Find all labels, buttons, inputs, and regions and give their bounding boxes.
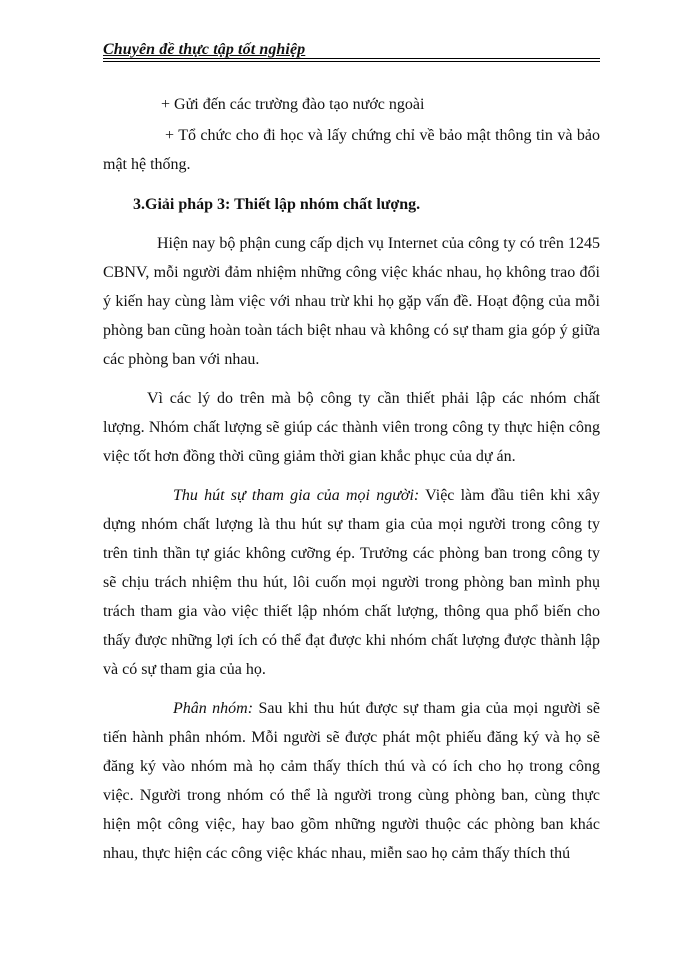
paragraph-text: Việc làm đầu tiên khi xây dựng nhóm chất lượng là thu hút sự tham gia của mọi người trong công ty trên tinh thần tự giác không cưỡng ép. Trưởng các phòng ban trong công ty sẽ chịu trách nhiệm thu hút, lôi cuốn mọi người trong phòng ban mình phụ trách tham gia vào việc thiết lập nhóm chất lượng, thông qua phổ biến cho thấy được những lợi ích có thể đạt được khi nhóm chất lượng được thành lập và có sự tham gia của họ.: [103, 487, 600, 678]
section-heading: 3.Giải pháp 3: Thiết lập nhóm chất lượng.: [133, 196, 421, 213]
bullet-item: + Tổ chức cho đi học và lấy chứng chỉ về bảo mật thông tin và bảo mật hệ thống.: [103, 127, 600, 173]
paragraph: Hiện nay bộ phận cung cấp dịch vụ Internet của công ty có trên 1245 CBNV, mỗi người đảm nhiệm những công việc khác nhau, họ không trao đổi ý kiến hay cùng làm việc với nhau trừ khi họ gặp vấn đề. Hoạt động của mỗi phòng ban cũng hoàn toàn tách biệt nhau và không có sự tham gia góp ý giữa các phòng ban với nhau.: [103, 235, 600, 368]
header-rule-bottom: [103, 61, 600, 62]
document-body: [103, 90, 600, 878]
header-rule-top: [103, 58, 600, 59]
paragraph-lead-label: Phân nhóm:: [173, 700, 254, 717]
paragraph-lead-label: Thu hút sự tham gia của mọi người:: [173, 487, 420, 504]
bullet-item: + Gửi đến các trường đào tạo nước ngoài: [161, 96, 425, 113]
paragraph: [103, 481, 600, 684]
page-header: [103, 40, 600, 60]
paragraph: Vì các lý do trên mà bộ công ty cần thiết phải lập các nhóm chất lượng. Nhóm chất lượng sẽ giúp các thành viên trong công ty thực hiện công việc tốt hơn đồng thời cũng giảm thời gian khắc phục của dự án.: [103, 390, 600, 465]
paragraph: [103, 694, 600, 868]
paragraph-text: Sau khi thu hút được sự tham gia của mọi người sẽ tiến hành phân nhóm. Mỗi người sẽ được phát một phiếu đăng ký và họ sẽ đăng ký vào nhóm mà họ cảm thấy thích thú và có ích cho họ trong công việc. Người trong nhóm có thể là người trong cùng phòng ban, cùng thực hiện một công việc, hay bao gồm những người thuộc các phòng ban khác nhau, thực hiện các công việc khác nhau, miễn sao họ cảm thấy thích thú: [103, 700, 601, 862]
header-title: Chuyên đề thực tập tốt nghiệp: [103, 41, 306, 58]
